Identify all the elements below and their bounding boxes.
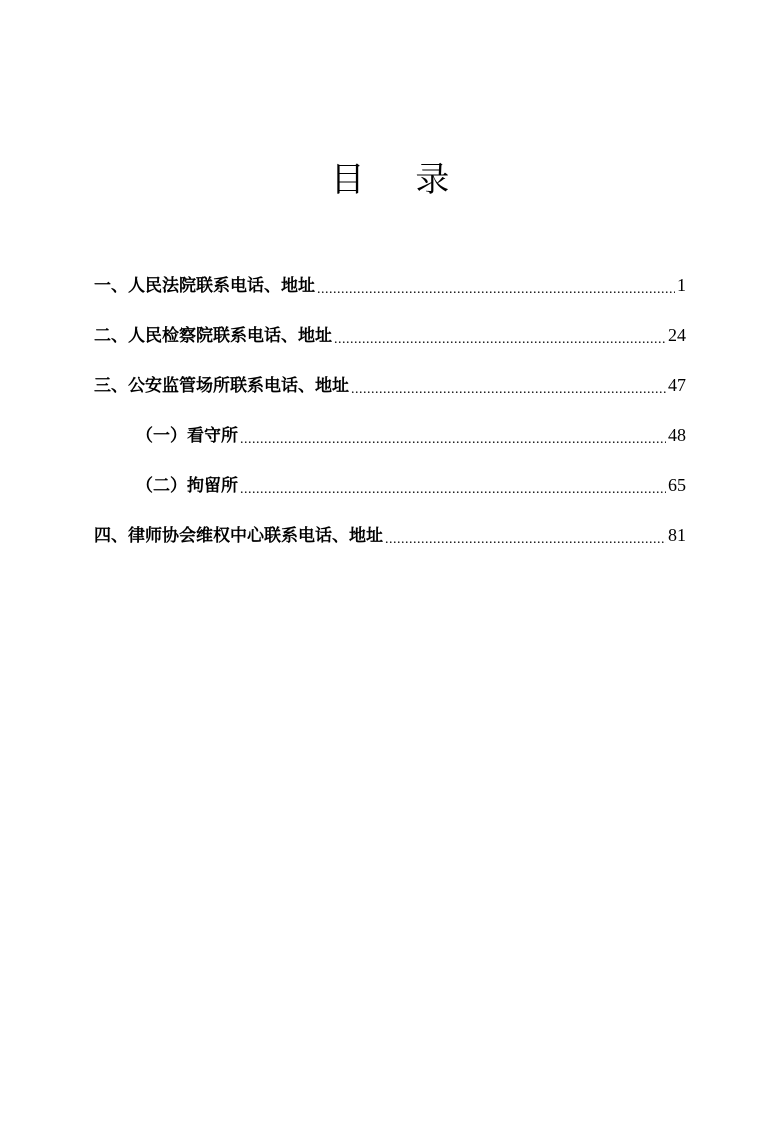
toc-entry[interactable] — [94, 520, 686, 570]
toc-entry-label: 三、公安监管场所联系电话、地址 — [94, 376, 349, 396]
toc-dot-leader — [334, 323, 666, 353]
toc-dot-leader — [385, 523, 666, 553]
toc-dot-leader — [317, 273, 675, 303]
toc-entry[interactable] — [94, 370, 686, 420]
toc-entry-page-number: 47 — [668, 375, 686, 395]
toc-entry-label: （一）看守所 — [136, 426, 238, 446]
toc-dot-leader — [240, 423, 666, 453]
toc-dot-leader — [240, 473, 666, 503]
toc-entry-label: 二、人民检察院联系电话、地址 — [94, 326, 332, 346]
toc-list — [94, 270, 686, 570]
toc-entry[interactable] — [94, 320, 686, 370]
toc-title: 目 录 — [330, 160, 470, 200]
toc-entry-page-number: 1 — [677, 275, 686, 295]
toc-entry-label: （二）拘留所 — [136, 476, 238, 496]
toc-subentry[interactable] — [94, 420, 686, 470]
toc-entry-label: 四、律师协会维权中心联系电话、地址 — [94, 526, 383, 546]
toc-subentry[interactable] — [94, 470, 686, 520]
toc-entry-page-number: 65 — [668, 475, 686, 495]
toc-entry-label: 一、人民法院联系电话、地址 — [94, 276, 315, 296]
toc-entry-page-number: 81 — [668, 525, 686, 545]
toc-entry-page-number: 48 — [668, 425, 686, 445]
toc-entry[interactable] — [94, 270, 686, 320]
toc-entry-page-number: 24 — [668, 325, 686, 345]
toc-dot-leader — [351, 373, 666, 403]
